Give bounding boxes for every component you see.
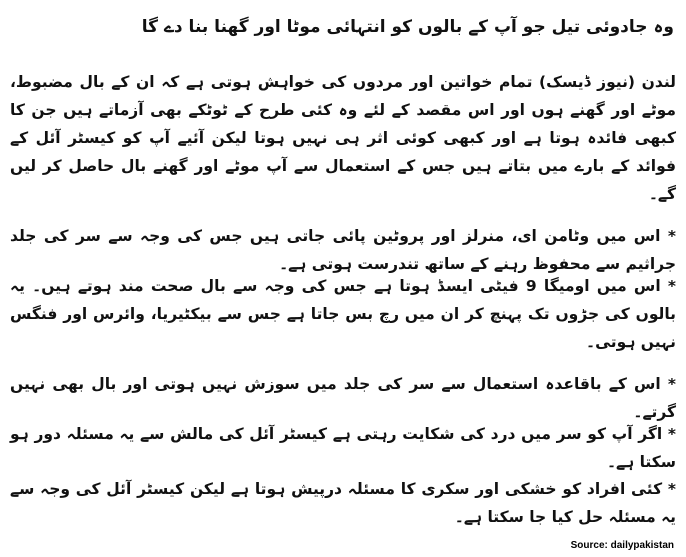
article-title: وہ جادوئی تیل جو آپ کے بالوں کو انتہائی موٹا اور گھنا بنا دے گا: [141, 17, 674, 37]
bullet-omega-9: * اس میں اومیگا 9 فیٹی ایسڈ ہوتا ہے جس کی وجہ سے بال صحت مند ہوتے ہیں۔ یہ بالوں کی جڑوں تک پہنچ کر ان میں رچ بس جاتا ہے جس سے بیکٹیریا، وائرس اور فنگس نہیں ہوتی۔: [10, 277, 676, 351]
bullet-headache: * اگر آپ کو سر میں درد کی شکایت رہتی ہے کیسٹر آئل کی مالش سے یہ مسئلہ دور ہو سکتا ہے۔: [10, 425, 676, 471]
bullet-dandruff: * کئی افراد کو خشکی اور سکری کا مسئلہ درپیش ہوتا ہے لیکن کیسٹر آئل کی وجہ سے یہ مسئلہ حل کیا جا سکتا ہے۔: [10, 480, 676, 526]
bullet-vitamin-e: * اس میں وٹامن ای، منرلز اور پروٹین پائی جاتی ہیں جس کی وجہ سے سر کی جلد جراثیم سے محفوظ رہنے کے ساتھ تندرست ہوتی ہے۔: [10, 227, 676, 273]
source-credit: Source: dailypakistan: [570, 540, 674, 551]
bullet-scalp-inflammation: * اس کے باقاعدہ استعمال سے سر کی جلد میں سوزش نہیں ہوتی اور بال بھی نہیں گرتے۔: [10, 375, 676, 421]
intro-paragraph: لندن (نیوز ڈیسک) تمام خواتین اور مردوں کی خواہش ہوتی ہے کہ ان کے بال مضبوط، موٹے اور گھنے ہوں اور اس مقصد کے لئے وہ کئی طرح کے ٹوٹکے بھی آزماتے ہیں جن کا کبھی فائدہ ہوتا ہے اور کبھی کوئی اثر ہی نہیں ہوتا لیکن آئیے آپ کو کیسٹر آئل کے فوائد کے بارے میں بتاتے ہیں جس کے استعمال سے آپ موٹے اور گھنے بال حاصل کر لیں گے۔: [10, 73, 676, 203]
